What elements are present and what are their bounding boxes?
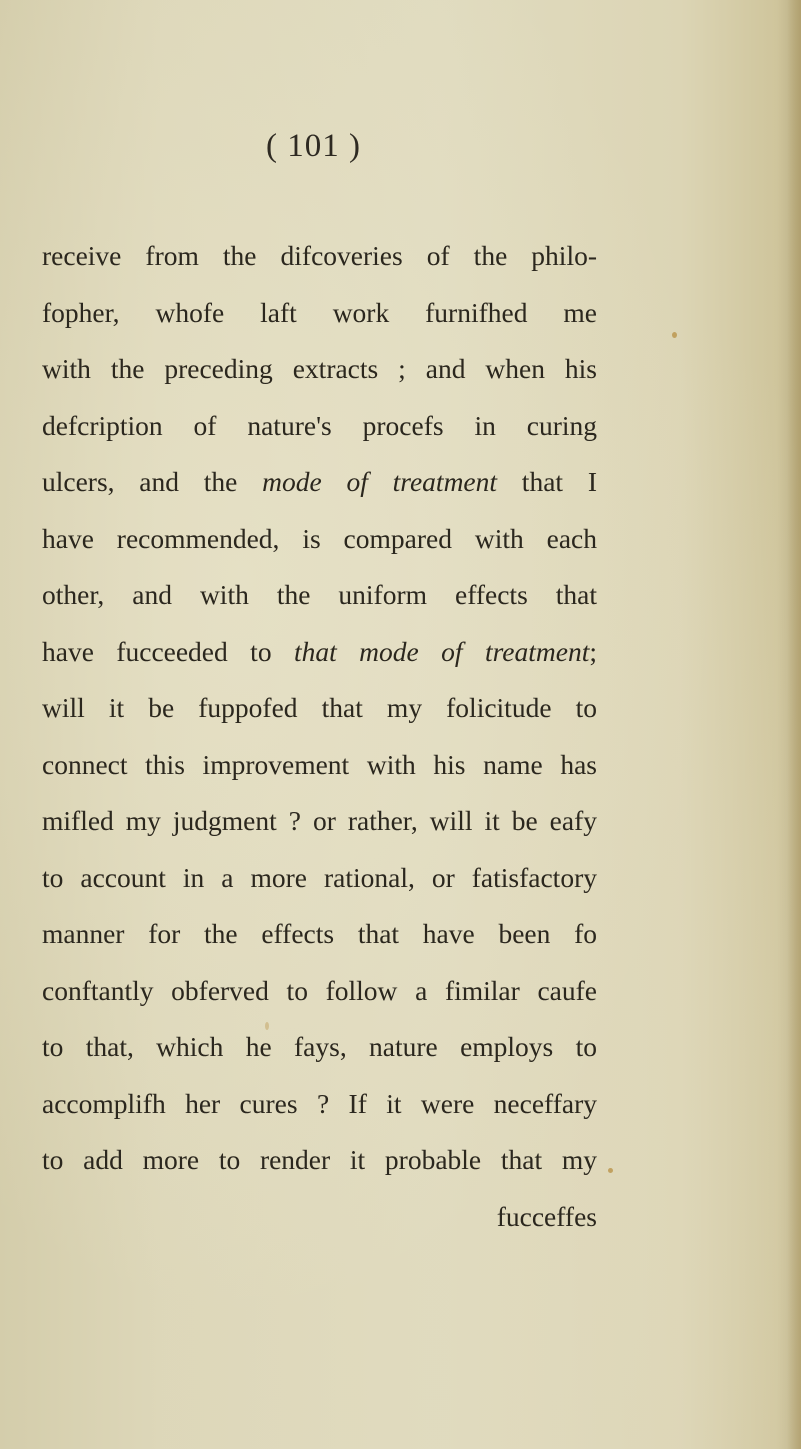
italic-text: mode of treatment [262, 466, 498, 497]
text-line [42, 793, 597, 850]
text-segment: connect this improvement with his name has [42, 748, 597, 780]
text-line [42, 680, 597, 737]
text-line [42, 511, 597, 568]
text-segment: fopher, whofe laft work furnifhed me [42, 296, 597, 328]
text-segment: ulcers, and the [42, 466, 263, 497]
text-line [42, 1019, 597, 1076]
paper-foxing-spot [608, 1168, 613, 1173]
text-segment: with the preceding extracts ; and when his [42, 353, 597, 384]
paper-foxing-spot [672, 332, 677, 338]
text-line [42, 454, 597, 511]
text-segment: ; [589, 635, 597, 667]
page-edge-shadow [787, 0, 801, 1449]
text-segment: will it be fuppofed that my folicitude to [42, 692, 597, 723]
text-segment: conftantly obferved to follow a fimilar caufe [42, 974, 597, 1006]
text-segment: defcription of nature's procefs in curing [42, 409, 597, 441]
text-segment: that I [497, 466, 597, 497]
text-line [42, 285, 597, 342]
text-line [42, 850, 597, 907]
text-line [42, 624, 597, 681]
text-line [42, 1132, 597, 1189]
text-line [42, 737, 597, 794]
text-line [42, 963, 597, 1020]
page-number: ( 101 ) [266, 128, 361, 164]
catchword: fucceffes [496, 1200, 597, 1232]
text-segment: have recommended, is compared with each [42, 522, 597, 554]
paper-foxing-spot [265, 1022, 269, 1030]
text-line [42, 1076, 597, 1133]
text-segment: have fucceeded to [42, 635, 294, 667]
text-segment: mifled my judgment ? or rather, will it be eafy [42, 805, 597, 836]
text-segment: to add more to render it probable that my [42, 1144, 597, 1175]
body-text [42, 228, 597, 1245]
text-line [42, 906, 597, 963]
text-line [42, 228, 597, 285]
text-line [42, 398, 597, 455]
text-line [42, 341, 597, 398]
italic-text: that mode of treatment [293, 635, 590, 667]
text-segment: to that, which he fays, nature employs to [42, 1031, 597, 1062]
text-line [42, 567, 597, 624]
text-segment: manner for the effects that have been fo [42, 918, 597, 949]
text-segment: receive from the difcoveries of the philo- [42, 240, 597, 271]
text-segment: other, and with the uniform effects that [42, 579, 597, 610]
text-segment: accomplifh her cures ? If it were neceffary [42, 1087, 597, 1119]
text-segment: to account in a more rational, or fatisfactory [42, 861, 597, 893]
